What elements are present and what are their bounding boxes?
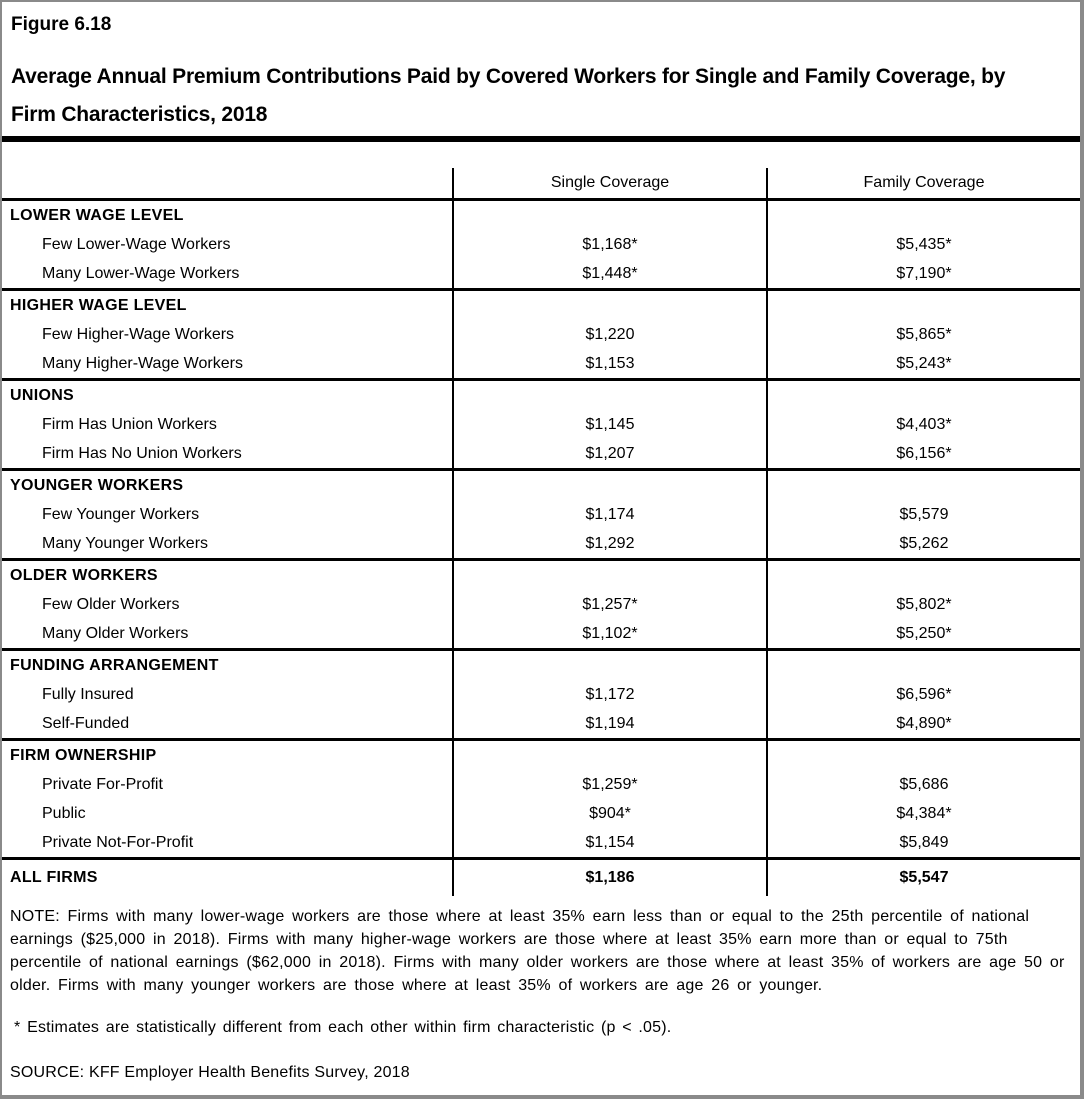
title-divider-rule (2, 136, 1080, 142)
row-label: Many Higher-Wage Workers (42, 354, 243, 372)
single-coverage-value: $904* (453, 799, 767, 828)
family-coverage-value: $6,596* (767, 680, 1080, 709)
section-header: YOUNGER WORKERS (2, 470, 453, 501)
row-label: Firm Has No Union Workers (42, 444, 242, 462)
family-coverage-value: $4,403* (767, 410, 1080, 439)
family-coverage-value: $5,686 (767, 770, 1080, 799)
family-coverage-value: $5,849 (767, 828, 1080, 859)
section-cell-blank (453, 650, 767, 681)
section-header: HIGHER WAGE LEVEL (2, 290, 453, 321)
family-coverage-value: $5,243* (767, 349, 1080, 380)
row-label: Many Lower-Wage Workers (42, 264, 240, 282)
family-coverage-value: $6,156* (767, 439, 1080, 470)
source-line: SOURCE: KFF Employer Health Benefits Survey, 2018 (10, 1064, 410, 1081)
column-header-single-coverage: Single Coverage (453, 168, 767, 200)
footnotes-block (2, 896, 1080, 1082)
section-row-firm-ownership (2, 740, 1080, 771)
row-label: Firm Has Union Workers (42, 415, 217, 433)
title-block (2, 2, 1080, 134)
column-header-family-coverage: Family Coverage (767, 168, 1080, 200)
single-coverage-value: $1,220 (453, 320, 767, 349)
section-cell-blank (453, 200, 767, 231)
single-coverage-value: $1,257* (453, 590, 767, 619)
figure-title: Average Annual Premium Contributions Paid by Covered Workers for Single and Family Coverage, by Firm Characteristics, 2018 (11, 65, 1006, 126)
family-coverage-value: $5,250* (767, 619, 1080, 650)
table-row (2, 349, 1080, 380)
row-label: Many Younger Workers (42, 534, 209, 552)
section-row-older-workers (2, 560, 1080, 591)
premium-contributions-table (2, 168, 1080, 896)
table-row (2, 799, 1080, 828)
table-row (2, 410, 1080, 439)
section-cell-blank (767, 200, 1080, 231)
row-label: Few Higher-Wage Workers (42, 325, 235, 343)
table-row (2, 619, 1080, 650)
section-header: FUNDING ARRANGEMENT (2, 650, 453, 681)
row-label: Few Older Workers (42, 595, 180, 613)
row-label: Few Lower-Wage Workers (42, 235, 231, 253)
section-header: LOWER WAGE LEVEL (2, 200, 453, 231)
figure-label: Figure 6.18 (11, 14, 112, 35)
single-coverage-value: $1,168* (453, 230, 767, 259)
single-coverage-value: $1,102* (453, 619, 767, 650)
table-row (2, 680, 1080, 709)
row-label: Fully Insured (42, 685, 134, 703)
table-row (2, 439, 1080, 470)
single-coverage-value: $1,259* (453, 770, 767, 799)
section-cell-blank (453, 380, 767, 411)
row-label: Self-Funded (42, 714, 130, 732)
single-coverage-value: $1,448* (453, 259, 767, 290)
total-row-label: ALL FIRMS (2, 859, 453, 897)
table-row (2, 259, 1080, 290)
section-cell-blank (767, 290, 1080, 321)
section-cell-blank (453, 470, 767, 501)
section-cell-blank (767, 650, 1080, 681)
section-cell-blank (453, 560, 767, 591)
table-row (2, 320, 1080, 349)
total-family-coverage-value: $5,547 (767, 859, 1080, 897)
section-header: UNIONS (2, 380, 453, 411)
section-header: FIRM OWNERSHIP (2, 740, 453, 771)
family-coverage-value: $5,579 (767, 500, 1080, 529)
section-cell-blank (453, 740, 767, 771)
table-row (2, 529, 1080, 560)
asterisk-footnote: * Estimates are statistically different from each other within firm characteristic (p < .05). (14, 1019, 672, 1036)
family-coverage-value: $4,890* (767, 709, 1080, 740)
section-row-lower-wage-level (2, 200, 1080, 231)
family-coverage-value: $5,802* (767, 590, 1080, 619)
row-label: Private Not-For-Profit (42, 833, 194, 851)
single-coverage-value: $1,292 (453, 529, 767, 560)
family-coverage-value: $4,384* (767, 799, 1080, 828)
note-text: NOTE: Firms with many lower-wage workers are those where at least 35% earn less than or equal to the 25th percentile of national earnings ($25,000 in 2018). Firms with many higher-wage workers are those where at least 35% earn more than or equal to 75th percentile of national earnings ($62,000 in 2018). Firms with many older workers are those where at least 35% of workers are age 50 or older. Firms with many younger workers are those where at least 35% of workers are age 26 or younger. (10, 908, 1065, 994)
total-single-coverage-value: $1,186 (453, 859, 767, 897)
family-coverage-value: $7,190* (767, 259, 1080, 290)
single-coverage-value: $1,172 (453, 680, 767, 709)
family-coverage-value: $5,262 (767, 529, 1080, 560)
table-row (2, 709, 1080, 740)
section-row-funding-arrangement (2, 650, 1080, 681)
section-header: OLDER WORKERS (2, 560, 453, 591)
family-coverage-value: $5,435* (767, 230, 1080, 259)
single-coverage-value: $1,145 (453, 410, 767, 439)
section-row-higher-wage-level (2, 290, 1080, 321)
table-row (2, 590, 1080, 619)
single-coverage-value: $1,194 (453, 709, 767, 740)
single-coverage-value: $1,207 (453, 439, 767, 470)
single-coverage-value: $1,174 (453, 500, 767, 529)
single-coverage-value: $1,153 (453, 349, 767, 380)
single-coverage-value: $1,154 (453, 828, 767, 859)
table-row (2, 230, 1080, 259)
row-label: Many Older Workers (42, 624, 189, 642)
family-coverage-value: $5,865* (767, 320, 1080, 349)
section-row-unions (2, 380, 1080, 411)
section-cell-blank (767, 740, 1080, 771)
table-header-row (2, 168, 1080, 200)
row-label: Public (42, 804, 86, 822)
all-firms-total-row (2, 859, 1080, 897)
table-row (2, 500, 1080, 529)
section-cell-blank (767, 560, 1080, 591)
section-cell-blank (453, 290, 767, 321)
row-label: Few Younger Workers (42, 505, 200, 523)
section-cell-blank (767, 470, 1080, 501)
row-label: Private For-Profit (42, 775, 163, 793)
section-row-younger-workers (2, 470, 1080, 501)
table-row (2, 828, 1080, 859)
table-row (2, 770, 1080, 799)
column-header-blank (2, 168, 453, 200)
section-cell-blank (767, 380, 1080, 411)
